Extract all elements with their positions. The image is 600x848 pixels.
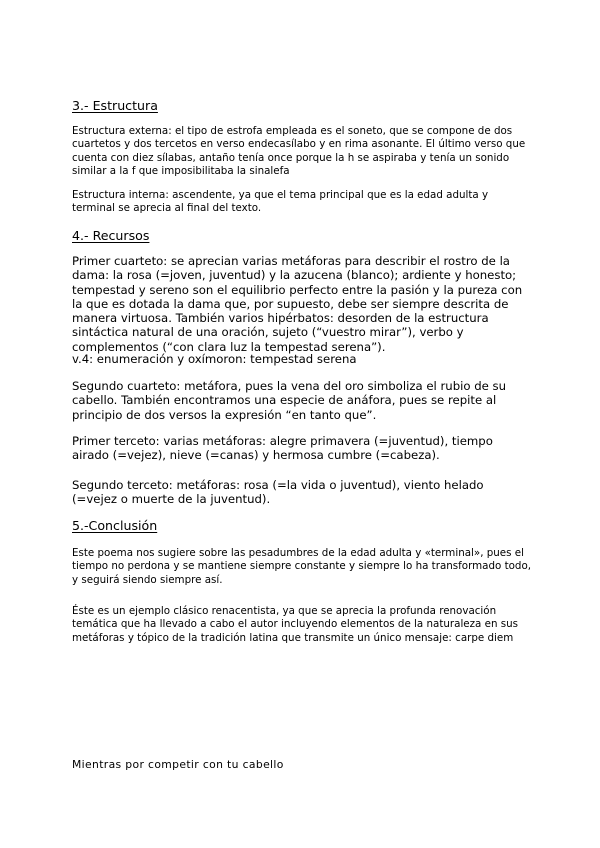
paragraph-conclusion-1: Este poema nos sugiere sobre las pesadumbres de la edad adulta y «terminal», pues el tiempo no perdona y se mantiene siempre constante y siempre lo ha transformado todo, y seguirá siendo siempre así. bbox=[72, 547, 532, 586]
paragraph-primer-terceto: Primer terceto: varias metáforas: alegre primavera (=juventud), tiempo airado (=vejez), nieve (=canas) y hermosa cumbre (=cabeza). bbox=[72, 434, 493, 463]
section-heading-recursos: 4.- Recursos bbox=[72, 228, 150, 243]
paragraph-segundo-terceto: Segundo terceto: metáforas: rosa (=la vida o juventud), viento helado (=vejez o muerte de la juventud). bbox=[72, 478, 484, 507]
paragraph-conclusion-2: Éste es un ejemplo clásico renacentista, ya que se aprecia la profunda renovación temática que ha llevado a cabo el autor incluyendo elementos de la naturaleza en sus metáforas y tópico de la tradición latina que transmite un único mensaje: carpe diem bbox=[72, 605, 519, 644]
paragraph-estructura-externa: Estructura externa: el tipo de estrofa empleada es el soneto, que se compone de dos cuartetos y dos tercetos en verso endecasílabo y en rima asonante. El último verso que cuenta con diez sílabas, antaño tenía once porque la h se aspiraba y tenía un sonido similar a la f que imposibilitaba la sinalefa bbox=[72, 125, 526, 178]
paragraph-estructura-interna: Estructura interna: ascendente, ya que el tema principal que es la edad adulta y terminal se aprecia al final del texto. bbox=[72, 189, 489, 215]
paragraph-v4: v.4: enumeración y oxímoron: tempestad serena bbox=[72, 352, 357, 366]
paragraph-primer-cuarteto: Primer cuarteto: se aprecian varias metáforas para describir el rostro de la dama: la rosa (=joven, juventud) y la azucena (blanco); ardiente y honesto; tempestad y sereno son el equilibrio perfecto entre la pasión y la pureza con la que es dotada la dama que, por supuesto, debe ser siempre descrita de manera virtuosa. También varios hipérbatos: desorden de la estructura sintáctica natural de una oración, sujeto (“vuestro mirar”), verbo y complementos (“con clara luz la tempestad serena”). bbox=[72, 254, 523, 354]
footer-verse: Mientras por competir con tu cabello bbox=[72, 758, 284, 771]
section-heading-estructura: 3.- Estructura bbox=[72, 98, 158, 113]
section-heading-conclusion: 5.-Conclusión bbox=[72, 518, 158, 533]
paragraph-segundo-cuarteto: Segundo cuarteto: metáfora, pues la vena del oro simboliza el rubio de su cabello. También encontramos una especie de anáfora, pues se repite al principio de dos versos la expresión “en tanto que”. bbox=[72, 379, 507, 422]
